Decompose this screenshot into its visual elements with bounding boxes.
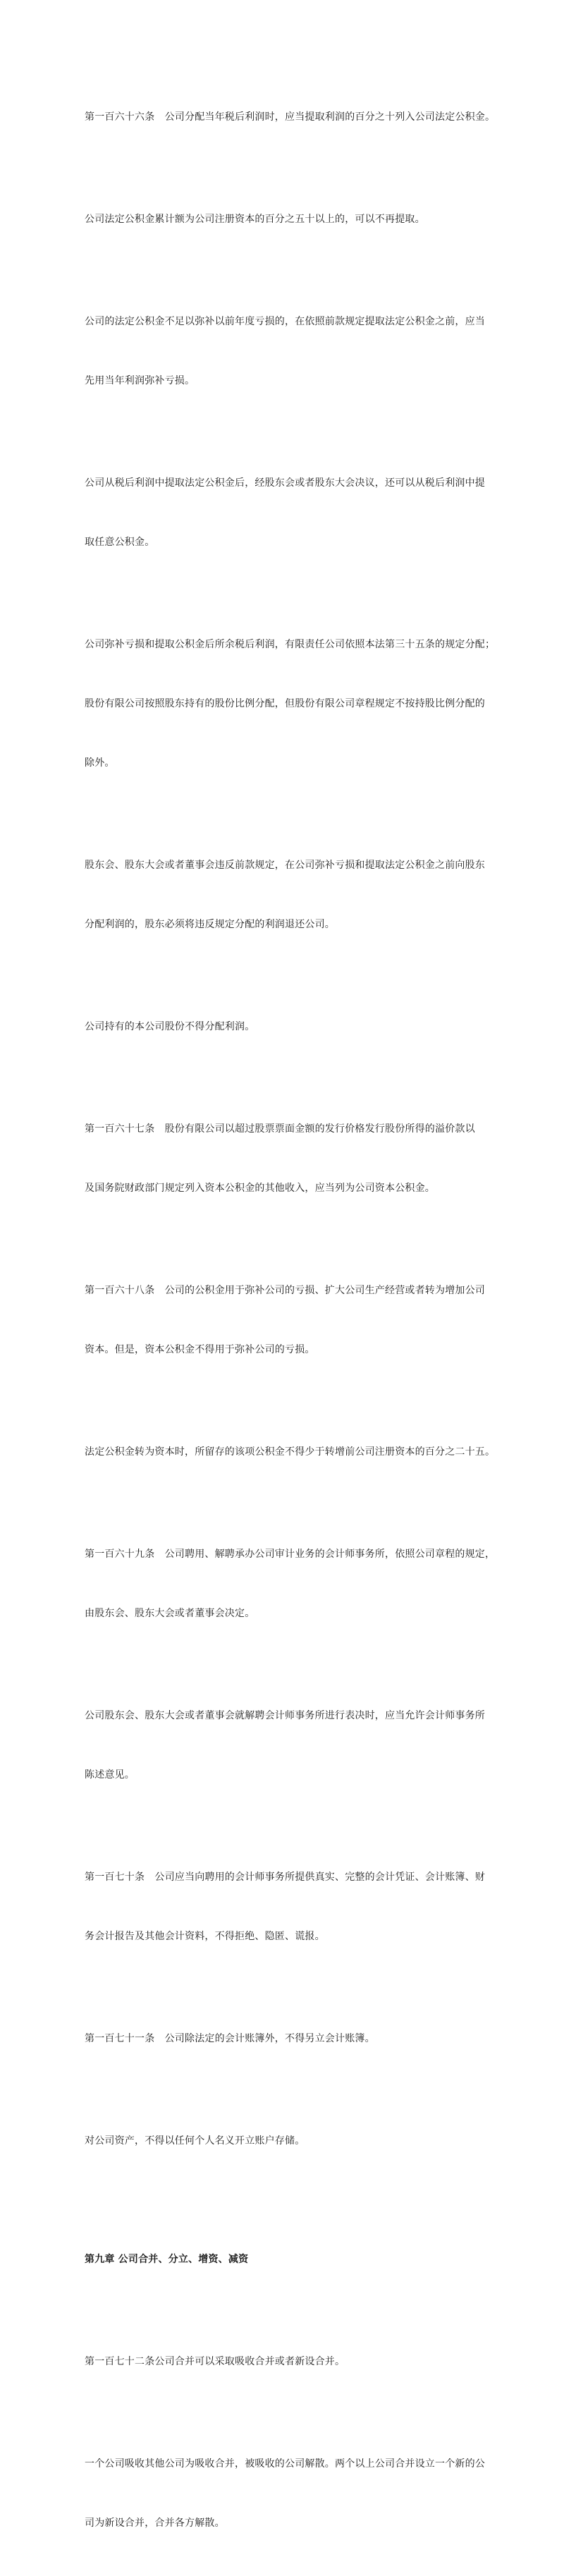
article-168-conversion-paragraph bbox=[85, 1403, 494, 1501]
text-line: 第一百七十条 公司应当向聘用的会计师事务所提供真实、完整的会计凭证、会计账簿、财 bbox=[85, 1872, 485, 1883]
text-line: 第一百七十一条 公司除法定的会计账簿外，不得另立会计账簿。 bbox=[85, 2033, 375, 2044]
article-169-paragraph bbox=[85, 1505, 494, 1663]
text-line: 资本。但是，资本公积金不得用于弥补公司的亏损。 bbox=[85, 1344, 315, 1355]
article-166-paragraph bbox=[85, 68, 494, 166]
text-line: 公司从税后利润中提取法定公积金后，经股东会或者股东大会决议，还可以从税后利润中提 bbox=[85, 477, 485, 489]
text-line: 第一百六十七条 股份有限公司以超过股票票面金额的发行价格发行股份所得的溢价款以 bbox=[85, 1123, 475, 1135]
text-line: 陈述意见。 bbox=[85, 1769, 135, 1781]
text-line: 及国务院财政部门规定列入资本公积金的其他收入，应当列为公司资本公积金。 bbox=[85, 1183, 435, 1194]
document-body bbox=[85, 68, 494, 2576]
text-line: 股东会、股东大会或者董事会违反前款规定，在公司弥补亏损和提取法定公积金之前向股东 bbox=[85, 860, 485, 871]
article-166-optional-reserve-paragraph bbox=[85, 434, 494, 592]
text-line: 由股东会、股东大会或者董事会决定。 bbox=[85, 1608, 255, 1619]
article-166-own-shares-paragraph bbox=[85, 977, 494, 1076]
text-line: 先用当年利润弥补亏损。 bbox=[85, 375, 195, 386]
text-line: 第一百六十六条 公司分配当年税后利润时，应当提取利润的百分之十列入公司法定公积金。 bbox=[85, 111, 496, 123]
text-line: 对公司资产，不得以任何个人名义开立账户存储。 bbox=[85, 2135, 305, 2147]
article-170-paragraph bbox=[85, 1828, 494, 1986]
text-line: 公司持有的本公司股份不得分配利润。 bbox=[85, 1021, 255, 1032]
text-line: 第一百六十八条 公司的公积金用于弥补公司的亏损、扩大公司生产经营或者转为增加公司 bbox=[85, 1285, 485, 1296]
article-166-reserve-cap-paragraph bbox=[85, 170, 494, 269]
text-line: 分配利润的，股东必须将违反规定分配的利润退还公司。 bbox=[85, 919, 335, 930]
text-line: 股份有限公司按照股东持有的股份比例分配，但股份有限公司章程规定不按持股比例分配的 bbox=[85, 698, 485, 709]
text-line: 除外。 bbox=[85, 757, 115, 769]
text-line: 第一百六十九条 公司聘用、解聘承办公司审计业务的会计师事务所，依照公司章程的规定， bbox=[85, 1549, 496, 1560]
text-line: 取任意公积金。 bbox=[85, 537, 155, 548]
text-line: 法定公积金转为资本时，所留存的该项公积金不得少于转增前公司注册资本的百分之二十五。 bbox=[85, 1446, 496, 1458]
article-166-distribution-paragraph bbox=[85, 595, 494, 812]
text-line: 公司弥补亏损和提取公积金后所余税后利润，有限责任公司依照本法第三十五条的规定分配； bbox=[85, 639, 496, 650]
article-168-paragraph bbox=[85, 1241, 494, 1399]
text-line: 司为新设合并，合并各方解散。 bbox=[85, 2517, 225, 2529]
article-172-paragraph bbox=[85, 2312, 494, 2411]
text-line: 第一百七十二条公司合并可以采取吸收合并或者新设合并。 bbox=[85, 2356, 345, 2367]
article-169-dismissal-paragraph bbox=[85, 1666, 494, 1824]
article-172-absorption-paragraph bbox=[85, 2415, 494, 2572]
article-171-accounts-paragraph bbox=[85, 2092, 494, 2190]
text-line: 公司法定公积金累计额为公司注册资本的百分之五十以上的，可以不再提取。 bbox=[85, 214, 425, 225]
chapter-heading bbox=[85, 2210, 494, 2309]
article-166-violation-paragraph bbox=[85, 816, 494, 974]
article-171-paragraph bbox=[85, 1989, 494, 2088]
text-line: 一个公司吸收其他公司为吸收合并，被吸收的公司解散。两个以上公司合并设立一个新的公 bbox=[85, 2458, 485, 2470]
text-line: 公司股东会、股东大会或者董事会就解聘会计师事务所进行表决时，应当允许会计师事务所 bbox=[85, 1710, 485, 1721]
article-167-paragraph bbox=[85, 1080, 494, 1238]
text-line: 公司的法定公积金不足以弥补以前年度亏损的，在依照前款规定提取法定公积金之前，应当 bbox=[85, 316, 485, 327]
chapter-title: 第九章 公司合并、分立、增资、减资 bbox=[85, 2254, 249, 2265]
article-166-loss-paragraph bbox=[85, 272, 494, 430]
text-line: 务会计报告及其他会计资料，不得拒绝、隐匿、谎报。 bbox=[85, 1931, 325, 1942]
